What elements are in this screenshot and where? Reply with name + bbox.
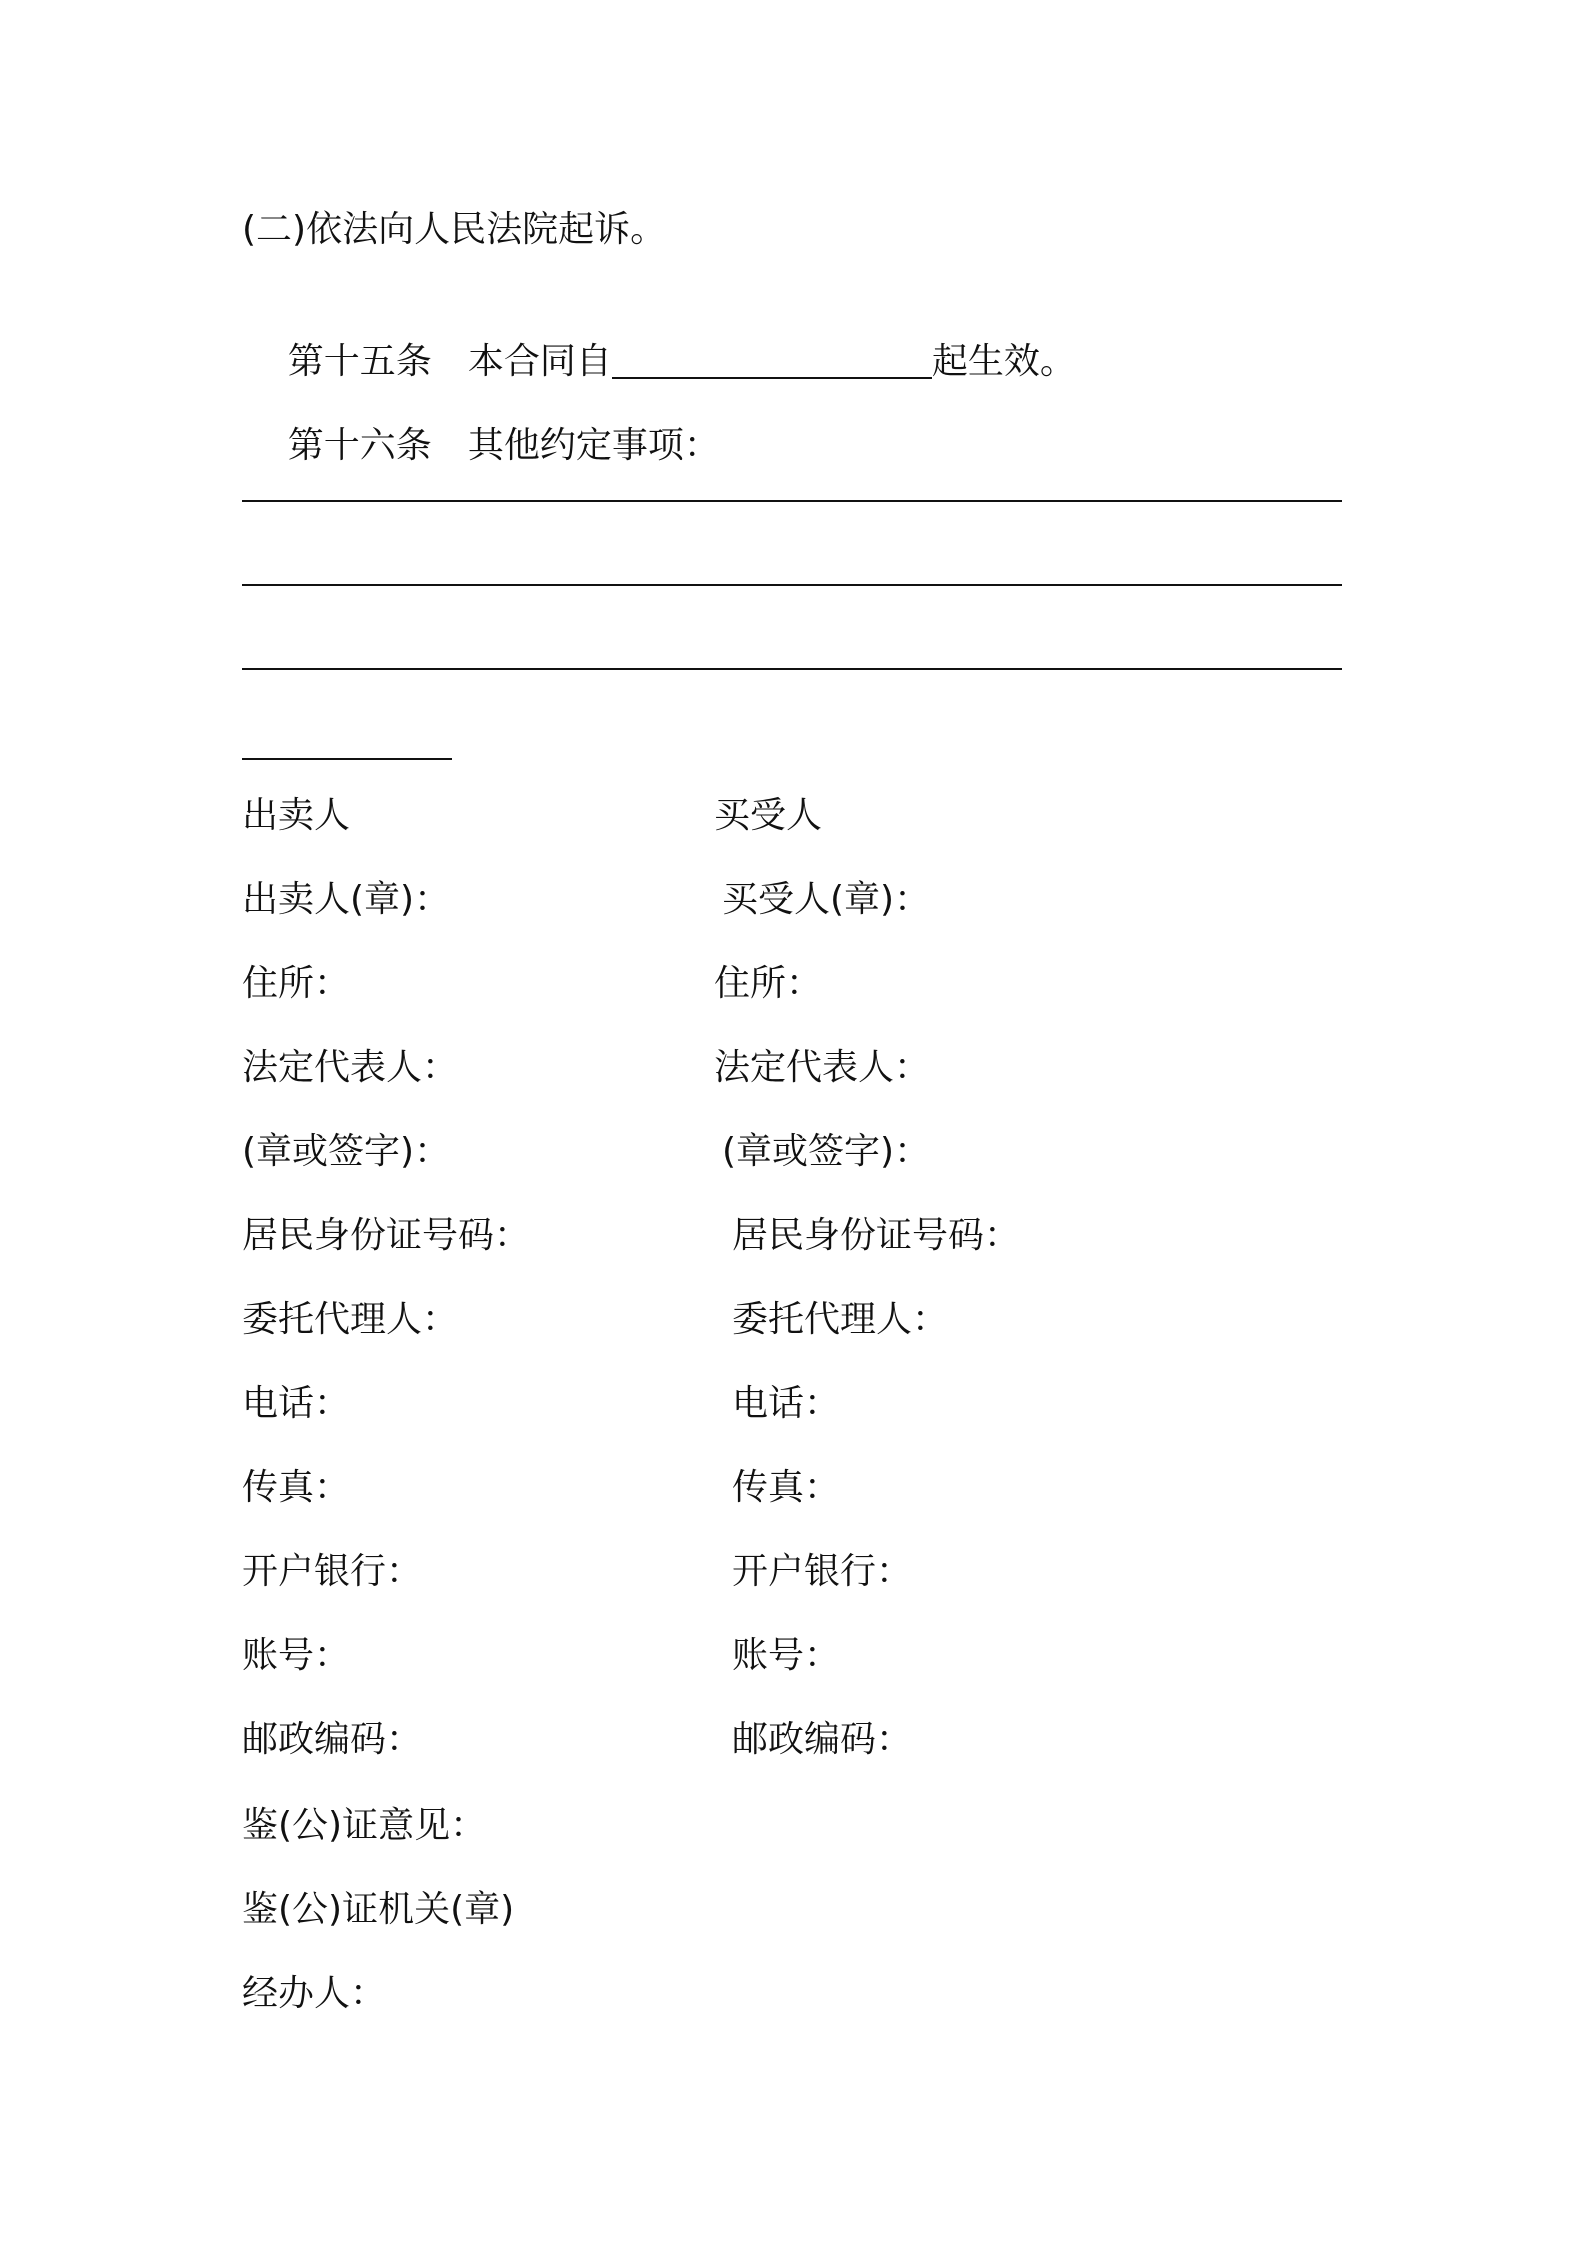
article-16-label: 第十六条 [287, 425, 432, 466]
notary-handler: 经办人： [242, 1973, 387, 2014]
seller-field-label: (章或签字)： [242, 1131, 451, 1172]
party-row [242, 1464, 1342, 1512]
seller-field-label: 住所： [242, 963, 351, 1004]
party-row [242, 1548, 1342, 1596]
buyer-field-label: 开户银行： [732, 1551, 913, 1592]
buyer-field-label: 买受人(章)： [722, 879, 931, 920]
other-terms-blank-line-4[interactable] [242, 758, 452, 760]
seller-title: 出卖人 [242, 795, 351, 836]
seller-field-label: 邮政编码： [242, 1719, 423, 1760]
notary-opinion: 鉴(公)证意见： [242, 1805, 487, 1846]
seller-field-label: 出卖人(章)： [242, 879, 451, 920]
party-row [242, 1044, 1342, 1092]
party-row [242, 1632, 1342, 1680]
article-15-suffix: 起生效。 [931, 341, 1076, 382]
buyer-field-label: 委托代理人： [732, 1299, 949, 1340]
other-terms-blank-line-3[interactable] [242, 668, 1342, 670]
buyer-field-label: 账号： [732, 1635, 841, 1676]
party-row [242, 1128, 1342, 1176]
article-16-text: 其他约定事项： [467, 425, 720, 466]
party-row [242, 960, 1342, 1008]
buyer-title: 买受人 [714, 795, 823, 836]
party-row [242, 876, 1342, 924]
other-terms-blank-line-1[interactable] [242, 500, 1342, 502]
buyer-field-label: (章或签字)： [722, 1131, 931, 1172]
article-15-label: 第十五条 [287, 341, 432, 382]
article-16-gap [432, 425, 468, 466]
article-16 [242, 374, 720, 466]
buyer-field-label: 邮政编码： [732, 1719, 913, 1760]
seller-field-label: 电话： [242, 1383, 351, 1424]
other-terms-blank-line-2[interactable] [242, 584, 1342, 586]
seller-field-label: 开户银行： [242, 1551, 423, 1592]
seller-field-label: 传真： [242, 1467, 351, 1508]
party-row [242, 1296, 1342, 1344]
buyer-field-label: 居民身份证号码： [732, 1215, 1021, 1256]
seller-field-label: 居民身份证号码： [242, 1215, 531, 1256]
seller-field-label: 委托代理人： [242, 1299, 459, 1340]
buyer-field-label: 传真： [732, 1467, 841, 1508]
notary-office: 鉴(公)证机关(章) [242, 1889, 515, 1930]
article-15 [242, 290, 1076, 382]
party-titles-row [242, 792, 1342, 840]
buyer-field-label: 住所： [714, 963, 823, 1004]
buyer-field-label: 电话： [732, 1383, 841, 1424]
party-row [242, 1212, 1342, 1260]
article-15-prefix: 本合同自 [467, 341, 612, 382]
clause-item-2: (二)依法向人民法院起诉。 [242, 209, 667, 250]
buyer-field-label: 法定代表人： [714, 1047, 931, 1088]
seller-field-label: 账号： [242, 1635, 351, 1676]
party-row [242, 1380, 1342, 1428]
seller-field-label: 法定代表人： [242, 1047, 459, 1088]
party-row [242, 1716, 1342, 1764]
